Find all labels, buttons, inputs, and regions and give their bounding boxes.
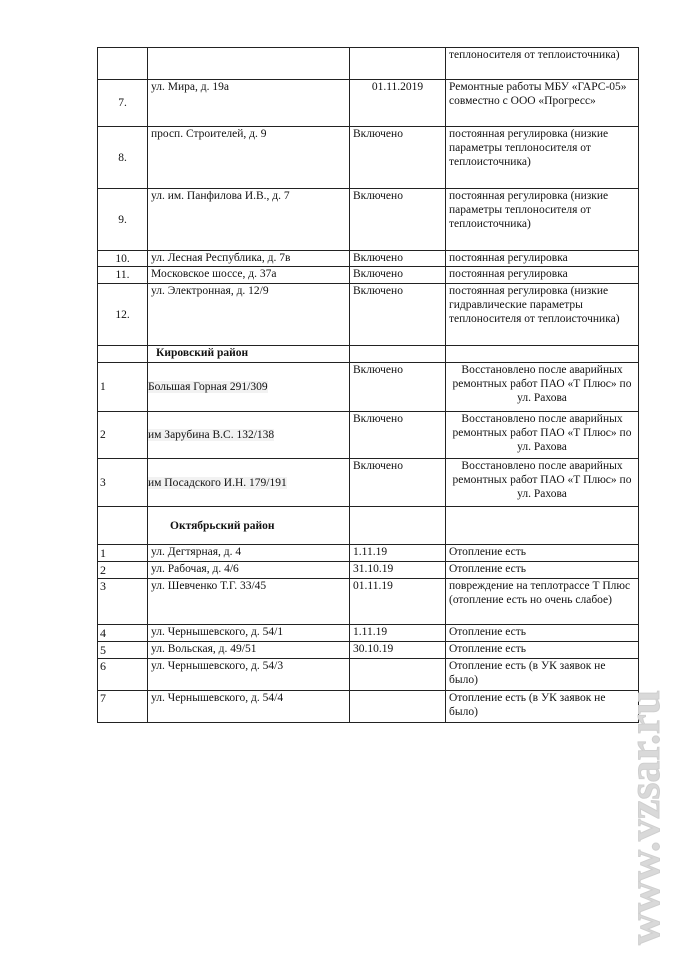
row-date: Включено	[350, 284, 446, 346]
row-note: Восстановлено после аварийных ремонтных работ ПАО «Т Плюс» по ул. Рахова	[446, 412, 639, 459]
table-row	[98, 267, 639, 284]
site-watermark	[615, 610, 675, 950]
row-date: Включено	[350, 412, 446, 459]
row-note: постоянная регулировка (низкие гидравлические параметры теплоносителя от теплоисточника)	[446, 284, 639, 346]
row-note: Восстановлено после аварийных ремонтных работ ПАО «Т Плюс» по ул. Рахова	[446, 363, 639, 412]
table-row	[98, 48, 639, 80]
row-note: Отопление есть	[446, 562, 639, 579]
row-note: постоянная регулировка (низкие параметры теплоносителя от теплоисточника)	[446, 127, 639, 189]
watermark-text: www.vzsar.ru	[620, 689, 669, 945]
row-number: 6	[98, 659, 148, 691]
row-date: Включено	[350, 189, 446, 251]
row-address: Большая Горная 291/309	[148, 363, 350, 412]
row-date: 01.11.19	[350, 579, 446, 625]
table-row	[98, 127, 639, 189]
row-note: постоянная регулировка	[446, 251, 639, 267]
row-number: 7.	[98, 80, 148, 127]
row-date: 30.10.19	[350, 642, 446, 659]
row-note: Ремонтные работы МБУ «ГАРС-05» совместно с ООО «Прогресс»	[446, 80, 639, 127]
row-address: ул. Электронная, д. 12/9	[148, 284, 350, 346]
section-title-oktyabrsky: Октябрьский район	[148, 507, 350, 545]
row-note: Восстановлено после аварийных ремонтных работ ПАО «Т Плюс» по ул. Рахова	[446, 459, 639, 507]
heating-status-table	[97, 47, 639, 723]
table-row	[98, 579, 639, 625]
row-number: 4	[98, 625, 148, 642]
table-row	[98, 80, 639, 127]
row-address	[148, 48, 350, 80]
row-address: ул. Лесная Республика, д. 7в	[148, 251, 350, 267]
row-address: ул. Чернышевского, д. 54/1	[148, 625, 350, 642]
row-number: 12.	[98, 284, 148, 346]
section-header-row	[98, 346, 639, 363]
table-row	[98, 625, 639, 642]
row-number	[98, 48, 148, 80]
row-number: 9.	[98, 189, 148, 251]
row-date	[350, 691, 446, 723]
row-address: ул. Шевченко Т.Г. 33/45	[148, 579, 350, 625]
row-note: постоянная регулировка	[446, 267, 639, 284]
row-number: 8.	[98, 127, 148, 189]
row-address: ул. Мира, д. 19а	[148, 80, 350, 127]
row-date: 01.11.2019	[350, 80, 446, 127]
section-title-kirov: Кировский район	[148, 346, 350, 363]
table-row	[98, 251, 639, 267]
row-note: Отопление есть (в УК заявок не было)	[446, 691, 639, 723]
row-address: им Посадского И.Н. 179/191	[148, 459, 350, 507]
table-row	[98, 691, 639, 723]
row-address: ул. Чернышевского, д. 54/4	[148, 691, 350, 723]
row-address: ул. Рабочая, д. 4/6	[148, 562, 350, 579]
row-address: ул. Дегтярная, д. 4	[148, 545, 350, 562]
row-date: 1.11.19	[350, 625, 446, 642]
row-number: 2	[98, 412, 148, 459]
row-address: Московское шоссе, д. 37а	[148, 267, 350, 284]
row-number: 11.	[98, 267, 148, 284]
table-row	[98, 412, 639, 459]
row-number: 1	[98, 545, 148, 562]
section-header-row	[98, 507, 639, 545]
row-date	[350, 659, 446, 691]
table-row	[98, 189, 639, 251]
row-number: 5	[98, 642, 148, 659]
row-address: им Зарубина В.С. 132/138	[148, 412, 350, 459]
table-row	[98, 642, 639, 659]
row-number: 3	[98, 579, 148, 625]
row-date: 1.11.19	[350, 545, 446, 562]
row-note: Отопление есть	[446, 545, 639, 562]
row-address: просп. Строителей, д. 9	[148, 127, 350, 189]
row-number: 7	[98, 691, 148, 723]
row-date	[350, 48, 446, 80]
row-number: 3	[98, 459, 148, 507]
row-number: 1	[98, 363, 148, 412]
table-row	[98, 459, 639, 507]
row-note: постоянная регулировка (низкие параметры теплоносителя от теплоисточника)	[446, 189, 639, 251]
row-date: 31.10.19	[350, 562, 446, 579]
row-address: ул. им. Панфилова И.В., д. 7	[148, 189, 350, 251]
row-date: Включено	[350, 127, 446, 189]
table-row	[98, 284, 639, 346]
row-note: теплоносителя от теплоисточника)	[446, 48, 639, 80]
row-date: Включено	[350, 251, 446, 267]
row-note: Отопление есть	[446, 625, 639, 642]
row-address: ул. Чернышевского, д. 54/3	[148, 659, 350, 691]
row-date: Включено	[350, 267, 446, 284]
row-note: Отопление есть (в УК заявок не было)	[446, 659, 639, 691]
row-number: 2	[98, 562, 148, 579]
table-row	[98, 545, 639, 562]
table-row	[98, 659, 639, 691]
table-row	[98, 562, 639, 579]
row-note: повреждение на теплотрассе Т Плюс (отопление есть но очень слабое)	[446, 579, 639, 625]
row-note: Отопление есть	[446, 642, 639, 659]
table-row	[98, 363, 639, 412]
row-address: ул. Вольская, д. 49/51	[148, 642, 350, 659]
row-number: 10.	[98, 251, 148, 267]
row-date: Включено	[350, 363, 446, 412]
row-date: Включено	[350, 459, 446, 507]
